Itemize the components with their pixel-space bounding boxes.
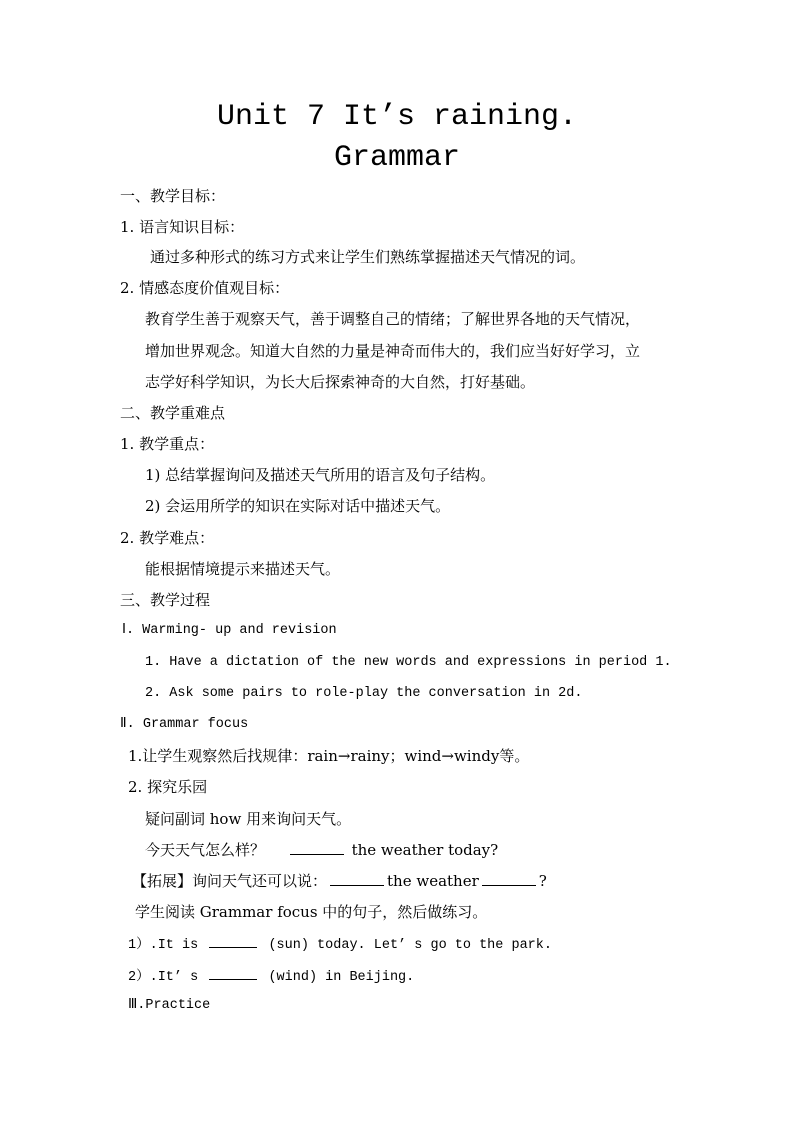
exercise-1-prefix: 1）.It is bbox=[128, 938, 199, 953]
exercise-2 bbox=[128, 965, 414, 988]
document-subtitle: Grammar bbox=[333, 141, 461, 175]
question-2-middle: the weather bbox=[387, 872, 479, 890]
warming-up-item-2: 2. Ask some pairs to role-play the conversation in 2d. bbox=[145, 686, 583, 701]
answer-blank bbox=[290, 840, 344, 855]
exercise-1 bbox=[128, 933, 552, 956]
exercise-1-suffix: (sun) today. Let’ s go to the park. bbox=[268, 938, 552, 953]
question-2-prompt: 【拓展】询问天气还可以说： bbox=[132, 872, 328, 890]
subheading-emotional-goals: 2. 情感态度价值观目标： bbox=[120, 279, 290, 297]
answer-blank bbox=[209, 933, 257, 948]
question-line-1 bbox=[145, 840, 498, 860]
paragraph-emotional-line-2: 增加世界观念。知道大自然的力量是神奇而伟大的，我们应当好好学习，立 bbox=[145, 342, 641, 360]
paragraph-language-knowledge: 通过多种形式的练习方式来让学生们熟练掌握描述天气情况的词。 bbox=[150, 248, 586, 266]
how-usage-note: 疑问副词 how 用来询问天气。 bbox=[145, 810, 352, 828]
focus-item-1: 1) 总结掌握询问及描述天气所用的语言及句子结构。 bbox=[145, 466, 496, 484]
question-1-suffix: the weather today? bbox=[351, 841, 499, 859]
exercise-2-suffix: (wind) in Beijing. bbox=[268, 970, 415, 985]
paragraph-teaching-difficulty: 能根据情境提示来描述天气。 bbox=[145, 560, 341, 578]
document-title: Unit 7 It’s raining. bbox=[216, 100, 578, 134]
focus-item-2: 2) 会运用所学的知识在实际对话中描述天气。 bbox=[145, 497, 451, 515]
question-line-2 bbox=[132, 871, 547, 891]
step-warming-up: Ⅰ. Warming- up and revision bbox=[122, 623, 337, 638]
question-1-prompt: 今天天气怎么样？ bbox=[145, 841, 266, 859]
section-heading-process: 三、教学过程 bbox=[120, 591, 211, 609]
answer-blank bbox=[482, 871, 536, 886]
reading-instruction: 学生阅读 Grammar focus 中的句子，然后做练习。 bbox=[135, 903, 488, 921]
section-heading-key-points: 二、教学重难点 bbox=[120, 404, 226, 422]
answer-blank bbox=[330, 871, 384, 886]
question-2-suffix: ? bbox=[538, 872, 547, 890]
section-heading-objectives: 一、教学目标： bbox=[120, 187, 226, 205]
subheading-teaching-difficulty: 2. 教学难点： bbox=[120, 529, 215, 547]
step-grammar-focus: Ⅱ. Grammar focus bbox=[120, 717, 249, 732]
paragraph-emotional-line-3: 志学好科学知识，为长大后探索神奇的大自然，打好基础。 bbox=[145, 373, 536, 391]
paragraph-emotional-line-1: 教育学生善于观察天气，善于调整自己的情绪；了解世界各地的天气情况， bbox=[145, 310, 641, 328]
exercise-2-prefix: 2）.It’ s bbox=[128, 970, 199, 985]
warming-up-item-1: 1. Have a dictation of the new words and expressions in period 1. bbox=[145, 655, 672, 670]
subheading-teaching-focus: 1. 教学重点： bbox=[120, 435, 215, 453]
grammar-focus-item-1: 1.让学生观察然后找规律：rain→rainy；wind→windy等。 bbox=[128, 747, 530, 765]
step-practice: Ⅲ.Practice bbox=[128, 998, 211, 1013]
grammar-focus-item-2: 2. 探究乐园 bbox=[128, 778, 208, 796]
answer-blank bbox=[209, 965, 257, 980]
subheading-language-knowledge: 1. 语言知识目标： bbox=[120, 218, 245, 236]
